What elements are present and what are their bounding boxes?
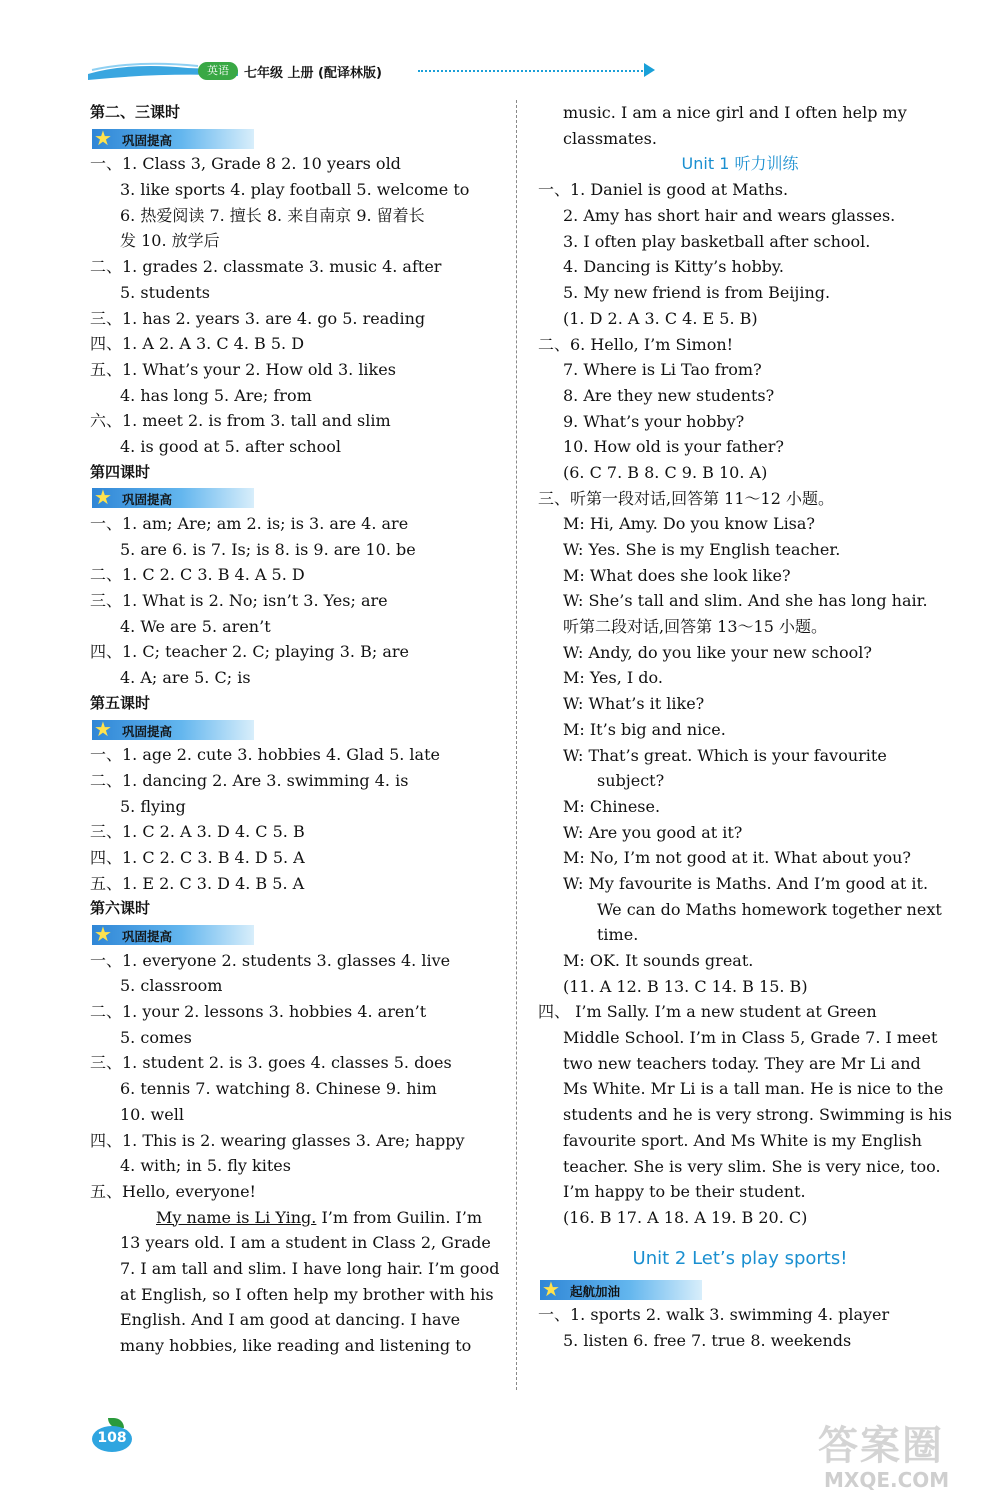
answer-key: (1. D 2. A 3. C 4. E 5. B)	[563, 308, 758, 328]
passage-line: students and he is very strong. Swimming is his	[563, 1105, 952, 1125]
essay-line: English. And I am good at dancing. I have	[120, 1310, 461, 1330]
essay-line: at English, so I often help my brother with his	[120, 1284, 494, 1304]
answer-line: 发 10. 放学后	[120, 231, 220, 251]
dialogue-line: W: Yes. She is my English teacher.	[563, 540, 841, 559]
answer-line: 一、1. age 2. cute 3. hobbies 4. Glad 5. late	[90, 745, 440, 765]
answer-line: 二、1. dancing 2. Are 3. swimming 4. is	[90, 770, 409, 790]
dialogue-line: M: Chinese.	[563, 796, 661, 816]
answer-line: 三、1. C 2. A 3. D 4. C 5. B	[90, 822, 305, 842]
consolidate-band: ★ 巩固提高	[90, 485, 505, 511]
answer-line: 5. flying	[120, 796, 186, 816]
answer-line: 一、1. am; Are; am 2. is; is 3. are 4. are	[90, 514, 409, 533]
answer-line: 二、1. your 2. lessons 3. hobbies 4. aren’t	[90, 1002, 427, 1022]
answer-line: 7. Where is Li Tao from?	[563, 360, 762, 380]
dialogue-instruction: 三、听第一段对话,回答第 11～12 小题。	[538, 488, 834, 508]
answer-line: 二、6. Hello, I’m Simon!	[538, 334, 734, 354]
answer-line: 二、1. grades 2. classmate 3. music 4. after	[90, 257, 442, 277]
answer-line: 三、1. student 2. is 3. goes 4. classes 5. does	[90, 1053, 452, 1073]
dialogue-instruction: 听第二段对话,回答第 13～15 小题。	[563, 617, 827, 637]
column-divider	[516, 100, 517, 1390]
passage-line: two new teachers today. They are Mr Li and	[563, 1053, 921, 1073]
star-icon: ★	[542, 1276, 560, 1301]
answer-line: 10. How old is your father?	[563, 437, 784, 457]
dialogue-line: M: Yes, I do.	[563, 668, 663, 688]
dialogue-line: W: Are you good at it?	[563, 822, 743, 842]
answer-line: 5. are 6. is 7. Is; is 8. is 9. are 10. be	[120, 539, 416, 559]
answer-line: 4. is good at 5. after school	[120, 436, 341, 456]
consolidate-band: ★ 巩固提高	[90, 922, 505, 948]
answer-line: 5. students	[120, 282, 210, 302]
answer-line: 10. well	[120, 1104, 184, 1124]
header-dotted-line	[418, 70, 646, 72]
answer-line: 三、1. What is 2. No; isn’t 3. Yes; are	[90, 591, 388, 611]
answer-line: 4. A; are 5. C; is	[120, 668, 251, 688]
star-icon: ★	[94, 922, 112, 946]
answer-line: 五、Hello, everyone!	[90, 1181, 256, 1201]
answer-line: 3. like sports 4. play football 5. welcome to	[120, 180, 470, 200]
answer-line: 4. We are 5. aren’t	[120, 616, 271, 636]
answer-line: 3. I often play basketball after school.	[563, 231, 871, 251]
passage-line: Middle School. I’m in Class 5, Grade 7. I meet	[563, 1028, 938, 1048]
answer-line: 一、1. Daniel is good at Maths.	[538, 180, 789, 200]
answer-line: 六、1. meet 2. is from 3. tall and slim	[90, 411, 391, 431]
passage-line: I’m happy to be their student.	[563, 1182, 806, 1202]
arrow-right-icon	[644, 63, 655, 77]
essay-line: 7. I am tall and slim. I have long hair. I’m good	[120, 1258, 500, 1278]
answer-line: 5. comes	[120, 1027, 192, 1047]
answer-key: (16. B 17. A 18. A 19. B 20. C)	[563, 1207, 808, 1227]
answer-line: 5. listen 6. free 7. true 8. weekends	[563, 1330, 852, 1350]
subject-badge: 英语	[198, 62, 238, 80]
warmup-band: ★ 起航加油	[538, 1277, 942, 1303]
dialogue-line: subject?	[597, 771, 665, 791]
watermark-chinese: 答案圈	[818, 1423, 944, 1469]
watermark-url: MXQE.COM	[824, 1468, 950, 1492]
right-column	[538, 100, 952, 1354]
dialogue-line: M: Hi, Amy. Do you know Lisa?	[563, 514, 816, 534]
answer-key: (11. A 12. B 13. C 14. B 15. B)	[563, 976, 808, 996]
dialogue-line: W: She’s tall and slim. And she has long hair.	[563, 591, 928, 611]
answer-line: 四、1. C 2. C 3. B 4. D 5. A	[90, 847, 305, 867]
essay-line: 13 years old. I am a student in Class 2, Grade	[120, 1233, 491, 1253]
star-icon: ★	[94, 716, 112, 741]
dialogue-line: W: Andy, do you like your new school?	[563, 642, 872, 662]
dialogue-line: M: It’s big and nice.	[563, 719, 726, 739]
dialogue-line: W: That’s great. Which is your favourite	[563, 745, 887, 765]
section-title-lesson-5: 第五课时	[90, 693, 151, 712]
dialogue-line: M: No, I’m not good at it. What about you?	[563, 848, 911, 868]
passage-line: teacher. She is very slim. She is very nice, too.	[563, 1156, 941, 1176]
consolidate-band: ★ 巩固提高	[90, 717, 505, 743]
answer-line: 5. classroom	[120, 976, 223, 996]
answer-line: 一、1. sports 2. walk 3. swimming 4. player	[538, 1305, 890, 1325]
site-watermark	[818, 1414, 988, 1494]
answer-line: 一、1. everyone 2. students 3. glasses 4. live	[90, 950, 451, 970]
dialogue-line: time.	[597, 925, 639, 945]
essay-line: music. I am a nice girl and I often help my	[563, 103, 907, 122]
consolidate-band: ★ 巩固提高	[90, 126, 505, 152]
answer-line: 五、1. What’s your 2. How old 3. likes	[90, 359, 396, 379]
passage-line: favourite sport. And Ms White is my English	[563, 1130, 922, 1150]
header-title: 七年级 上册 (配译林版)	[244, 66, 382, 81]
passage-line: 四、 I’m Sally. I’m a new student at Green	[538, 1002, 877, 1022]
answer-line: 四、1. This is 2. wearing glasses 3. Are; happy	[90, 1130, 465, 1150]
answer-line: 一、1. Class 3, Grade 8 2. 10 years old	[90, 154, 401, 174]
answer-line: 2. Amy has short hair and wears glasses.	[563, 206, 896, 226]
dialogue-line: M: OK. It sounds great.	[563, 951, 754, 970]
answer-line: 四、1. C; teacher 2. C; playing 3. B; are	[90, 642, 409, 662]
answer-line: 4. with; in 5. fly kites	[120, 1156, 291, 1176]
dialogue-line: M: What does she look like?	[563, 565, 791, 585]
essay-line: classmates.	[563, 128, 657, 148]
essay-line	[90, 1205, 505, 1231]
essay-opening-rest: I’m from Guilin. I’m	[316, 1207, 483, 1227]
answer-line: 四、1. A 2. A 3. C 4. B 5. D	[90, 334, 305, 354]
section-title-lessons-2-3: 第二、三课时	[90, 103, 181, 121]
answer-line: 5. My new friend is from Beijing.	[563, 283, 831, 303]
unit1-listening-title: Unit 1 听力训练	[681, 154, 799, 174]
answer-line: 二、1. C 2. C 3. B 4. A 5. D	[90, 565, 305, 585]
page-header	[88, 56, 658, 86]
answer-key: (6. C 7. B 8. C 9. B 10. A)	[563, 462, 768, 482]
answer-line: 4. Dancing is Kitty’s hobby.	[563, 257, 784, 277]
essay-underlined-opening: My name is Li Ying.	[156, 1207, 317, 1227]
answer-line: 8. Are they new students?	[563, 385, 775, 405]
unit2-title: Unit 2 Let’s play sports!	[632, 1247, 848, 1269]
answer-line: 三、1. has 2. years 3. are 4. go 5. reading	[90, 308, 426, 328]
star-icon: ★	[94, 485, 112, 510]
page-number-badge	[90, 1418, 134, 1452]
left-column	[90, 100, 505, 1359]
section-title-lesson-6: 第六课时	[90, 899, 151, 918]
section-title-lesson-4: 第四课时	[90, 462, 151, 481]
dialogue-line: We can do Maths homework together next	[597, 899, 942, 919]
page-number: 108	[97, 1430, 127, 1446]
answer-line: 4. has long 5. Are; from	[120, 385, 312, 405]
dialogue-line: W: What’s it like?	[563, 694, 705, 714]
answer-line: 6. 热爱阅读 7. 擅长 8. 来自南京 9. 留着长	[120, 205, 425, 225]
answer-line: 9. What’s your hobby?	[563, 411, 745, 431]
answer-line: 6. tennis 7. watching 8. Chinese 9. him	[120, 1079, 437, 1099]
essay-line: many hobbies, like reading and listening to	[120, 1336, 472, 1355]
dialogue-line: W: My favourite is Maths. And I’m good at it.	[563, 873, 929, 893]
star-icon: ★	[94, 125, 112, 150]
answer-line: 五、1. E 2. C 3. D 4. B 5. A	[90, 873, 305, 893]
passage-line: Ms White. Mr Li is a tall man. He is nice to the	[563, 1079, 944, 1099]
